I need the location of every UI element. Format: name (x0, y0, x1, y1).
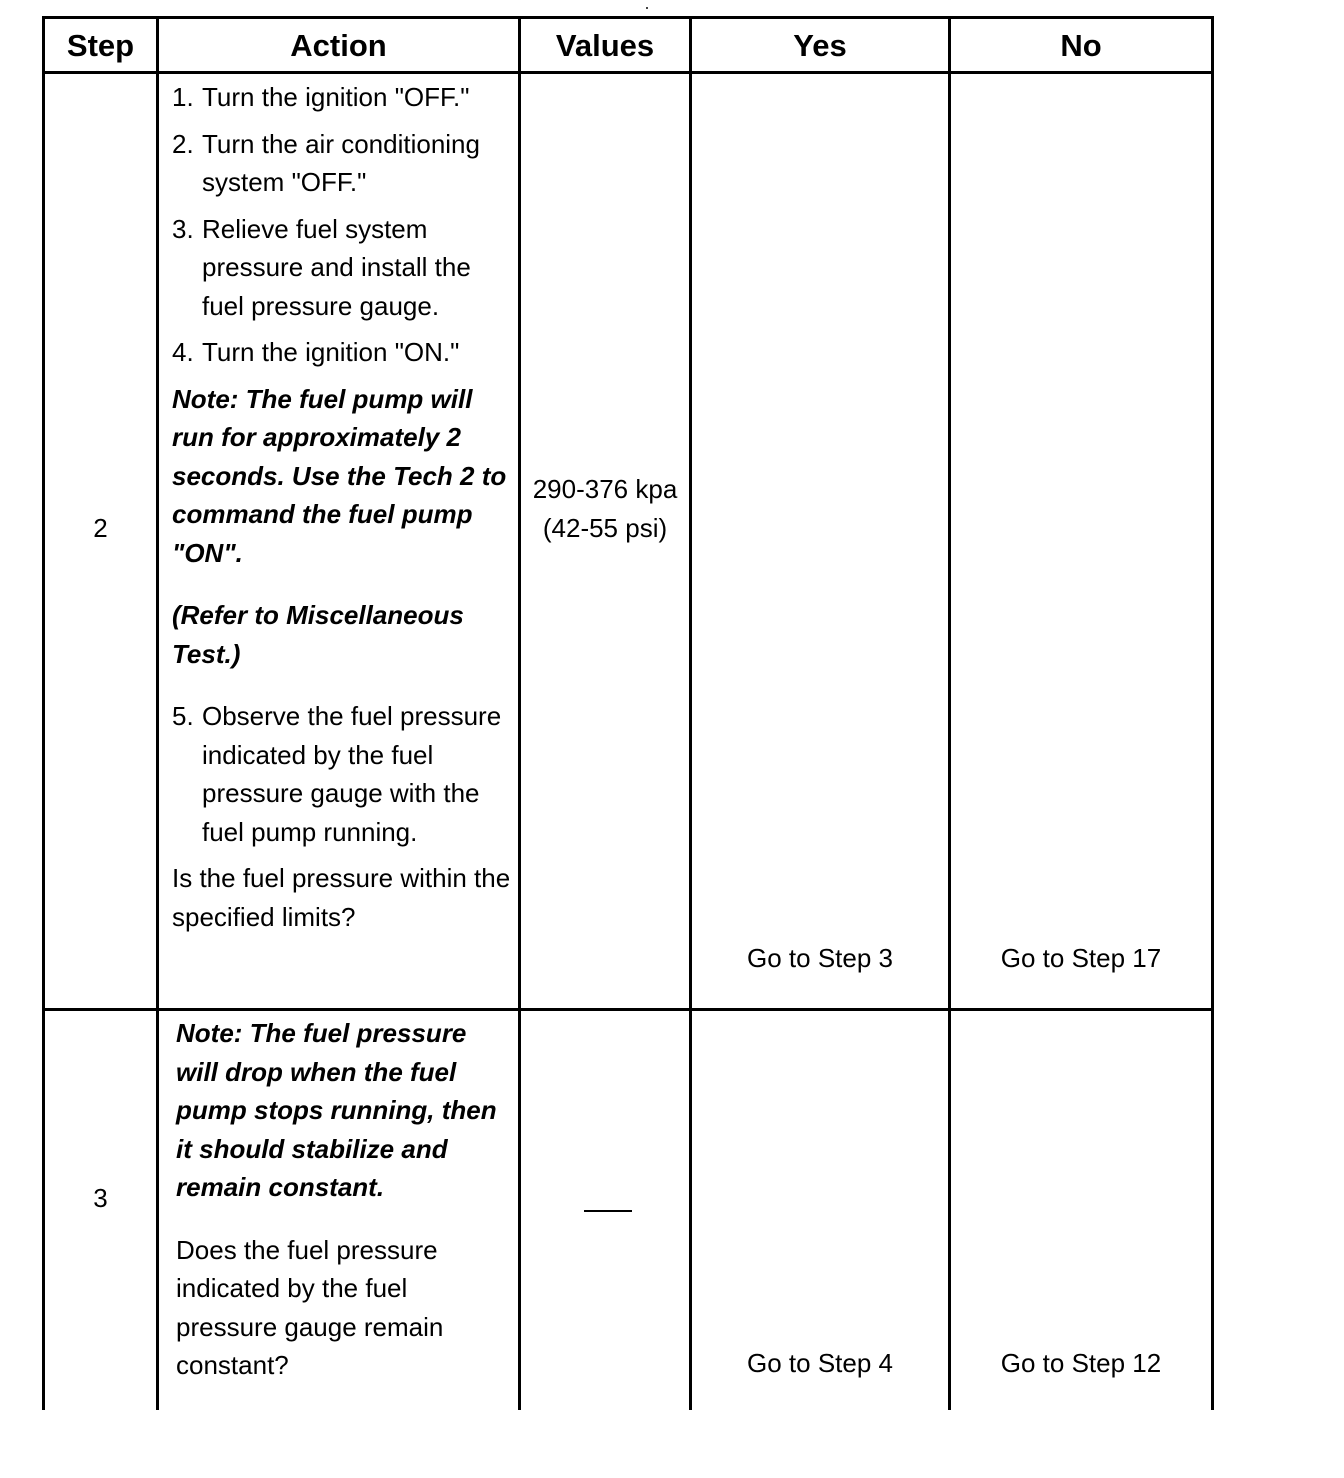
empty-value-dash (584, 1210, 632, 1212)
header-yes: Yes (793, 28, 847, 63)
item-number: 5. (172, 701, 194, 731)
no-goto: Go to Step 12 (1000, 1348, 1162, 1378)
value-spec: 290-376 kpa (42-55 psi) (532, 474, 678, 543)
item-text: Observe the fuel pressure indicated by the fuel pressure gauge with the fuel pump running. (202, 701, 502, 847)
note-text: Note: The fuel pressure will drop when the fuel pump stops running, then it should stabilize and remain constant. (176, 1018, 497, 1202)
scan-speck (646, 7, 648, 9)
item-text: Turn the ignition "ON." (202, 337, 460, 367)
header-step: Step (66, 28, 135, 63)
action-item (172, 697, 512, 851)
item-number: 3. (172, 213, 194, 244)
item-text: Relieve fuel system pressure and install the fuel pressure gauge. (202, 213, 471, 321)
header-values: Values (555, 28, 655, 63)
action-item (172, 78, 512, 117)
item-text: Turn the air conditioning system "OFF." (202, 128, 480, 197)
column-divider-action-values (518, 16, 521, 1410)
table-right-border (1211, 16, 1214, 1410)
no-goto: Go to Step 17 (1000, 943, 1162, 973)
column-divider-yes-no (948, 16, 951, 1410)
column-divider-step-action (156, 16, 159, 1410)
header-no: No (1060, 28, 1102, 63)
action-item (172, 210, 512, 326)
question-text: Is the fuel pressure within the specified limits? (172, 863, 511, 932)
action-item (172, 333, 512, 372)
item-number: 4. (172, 337, 194, 367)
item-number: 1. (172, 82, 194, 112)
row-divider (42, 1008, 1214, 1011)
diagnostic-table (42, 16, 1214, 1410)
step-number: 3 (93, 1183, 108, 1213)
item-text: Turn the ignition "OFF." (202, 82, 470, 112)
action-cell-step-2 (172, 78, 512, 936)
table-top-border (42, 16, 1214, 19)
question-text: Does the fuel pressure indicated by the fuel pressure gauge remain constant? (176, 1234, 444, 1380)
yes-goto: Go to Step 4 (747, 1348, 893, 1378)
header-action: Action (290, 28, 387, 63)
action-cell-step-3 (176, 1014, 512, 1385)
action-item (172, 125, 512, 202)
reference-text: (Refer to Miscellaneous Test.) (172, 600, 464, 669)
step-number: 2 (93, 513, 108, 543)
note-text: Note: The fuel pump will run for approximately 2 seconds. Use the Tech 2 to command the fuel pump "ON". (172, 383, 507, 568)
item-number: 2. (172, 128, 194, 159)
yes-goto: Go to Step 3 (747, 943, 893, 973)
column-divider-values-yes (689, 16, 692, 1410)
